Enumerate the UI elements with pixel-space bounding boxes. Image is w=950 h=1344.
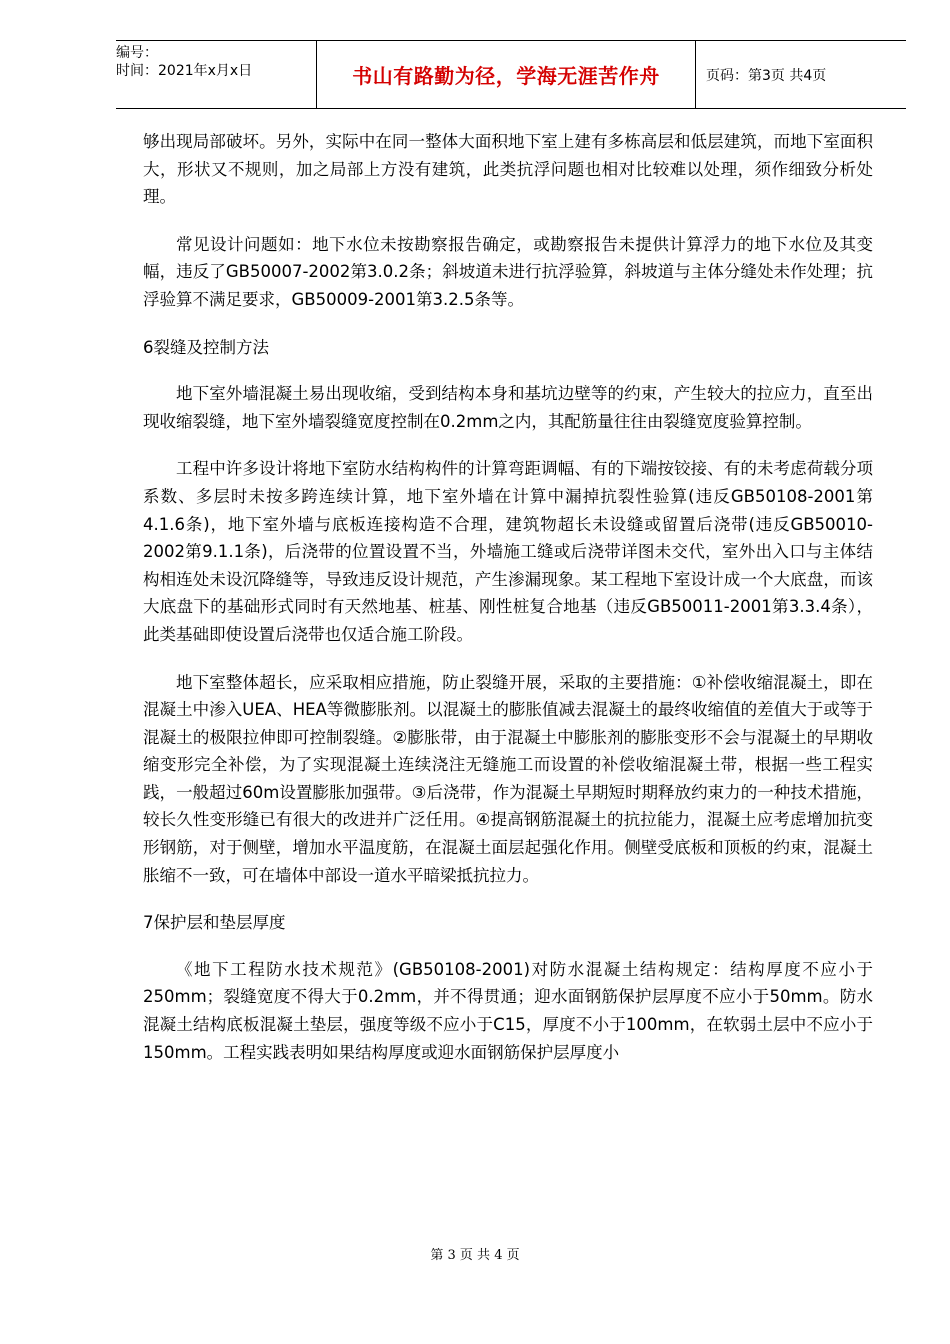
doc-number-label: 编号： bbox=[116, 45, 158, 61]
header-meta bbox=[116, 41, 316, 108]
doc-time-label: 时间：2021年x月x日 bbox=[116, 63, 253, 79]
header-motto: 书山有路勤为径，学海无涯苦作舟 bbox=[316, 41, 696, 108]
section-heading: 7保护层和垫层厚度 bbox=[143, 913, 286, 933]
paragraph: 够出现局部破坏。另外，实际中在同一整体大面积地下室上建有多栋高层和低层建筑，而地下室面积大，形状又不规则，加之局部上方没有建筑，此类抗浮问题也相对比较难以处理，须作细致分析处理。 bbox=[143, 132, 873, 207]
paragraph: 常见设计问题如：地下水位未按勘察报告确定，或勘察报告未提供计算浮力的地下水位及其变幅，违反了GB50007-2002第3.0.2条；斜坡道未进行抗浮验算，斜坡道与主体分缝处未作处理；抗浮验算不满足要求，GB50009-2001第3.2.5条等。 bbox=[143, 234, 873, 309]
paragraph: 地下室外墙混凝土易出现收缩，受到结构本身和基坑边壁等的约束，产生较大的拉应力，直至出现收缩裂缝，地下室外墙裂缝宽度控制在0.2mm之内，其配筋量往往由裂缝宽度验算控制。 bbox=[143, 384, 873, 431]
section-heading: 6裂缝及控制方法 bbox=[143, 337, 269, 357]
page-footer: 第 3 页 共 4 页 bbox=[430, 1248, 520, 1263]
header-page-info: 页码：第3页 共4页 bbox=[706, 67, 827, 84]
paragraph: 地下室整体超长，应采取相应措施，防止裂缝开展，采取的主要措施：①补偿收缩混凝土，即在混凝土中渗入UEA、HEA等微膨胀剂。以混凝土的膨胀值减去混凝土的最终收缩值的差值大于或等于混凝土的极限拉伸即可控制裂缝。②膨胀带，由于混凝土中膨胀剂的膨胀变形不会与混凝土的早期收缩变形完全补偿，为了实现混凝土连续浇注无缝施工而设置的补偿收缩混凝土带，根据一些工程实践，一般超过60m设置膨胀加强带。③后浇带，作为混凝土早期短时期释放约束力的一种技术措施，较长久性变形缝已有很大的改进并广泛任用。④提高钢筋混凝土的抗拉能力，混凝土应考虑增加抗变形钢筋，对于侧壁，增加水平温度筋，在混凝土面层起强化作用。侧壁受底板和顶板的约束，混凝土胀缩不一致，可在墙体中部设一道水平暗梁抵抗拉力。 bbox=[143, 672, 873, 885]
document-body bbox=[143, 128, 873, 1086]
page-header bbox=[116, 40, 906, 109]
paragraph: 工程中许多设计将地下室防水结构构件的计算弯距调幅、有的下端按铰接、有的未考虑荷载分项系数、多层时未按多跨连续计算，地下室外墙在计算中漏掉抗裂性验算(违反GB50108-2001第4.1.6条)，地下室外墙与底板连接构造不合理，建筑物超长未设缝或留置后浇带(违反GB50010-2002第9.1.1条)，后浇带的位置设置不当，外墙施工缝或后浇带详图未交代，室外出入口与主体结构相连处未设沉降缝等，导致违反设计规范，产生渗漏现象。某工程地下室设计成一个大底盘，而该大底盘下的基础形式同时有天然地基、桩基、刚性桩复合地基（违反GB50011-2001第3.3.4条），此类基础即使设置后浇带也仅适合施工阶段。 bbox=[143, 459, 873, 644]
paragraph: 《地下工程防水技术规范》(GB50108-2001)对防水混凝土结构规定：结构厚度不应小于250mm；裂缝宽度不得大于0.2mm，并不得贯通；迎水面钢筋保护层厚度不应小于50mm。防水混凝土结构底板混凝土垫层，强度等级不应小于C15，厚度不小于100mm，在软弱土层中不应小于150mm。工程实践表明如果结构厚度或迎水面钢筋保护层厚度小 bbox=[143, 959, 873, 1062]
